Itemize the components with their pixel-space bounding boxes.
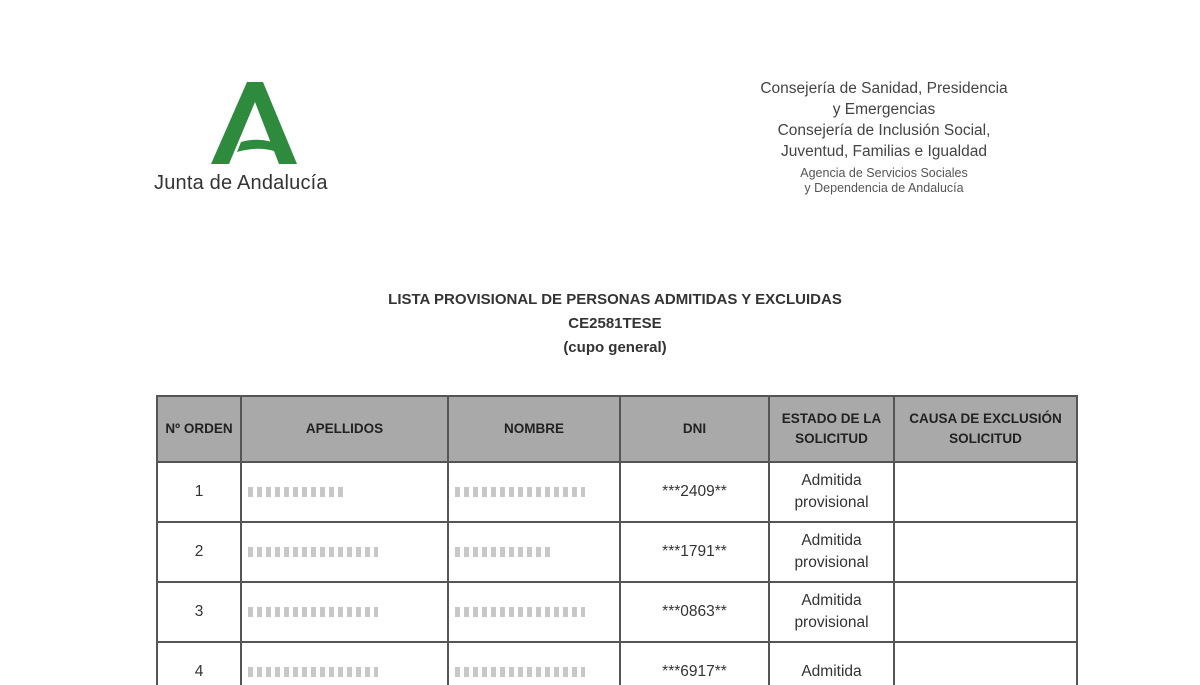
agency-line: Juventud, Familias e Igualdad: [781, 143, 987, 160]
table-row: [157, 582, 1077, 642]
cell-orden: 3: [157, 582, 241, 642]
cell-estado: Admitida provisional: [769, 462, 894, 522]
document-title: [0, 288, 1200, 360]
table-header-row: [157, 396, 1077, 462]
header-dni: DNI: [620, 396, 769, 462]
cell-causa: [894, 462, 1077, 522]
junta-logo: [152, 80, 362, 200]
cell-nombre-redacted: [448, 522, 620, 582]
cell-apellidos-redacted: [241, 522, 448, 582]
redacted-text: [248, 547, 378, 557]
table-row: [157, 522, 1077, 582]
cell-dni: ***1791**: [620, 522, 769, 582]
redacted-text: [248, 667, 378, 677]
cell-causa: [894, 582, 1077, 642]
cell-nombre-redacted: [448, 642, 620, 685]
cell-apellidos-redacted: [241, 582, 448, 642]
title-line-2: CE2581TESE: [568, 315, 662, 332]
redacted-text: [248, 487, 343, 497]
cell-estado: Admitida provisional: [769, 582, 894, 642]
title-line-3: (cupo general): [563, 339, 667, 356]
agency-sub-line: y Dependencia de Andalucía: [804, 181, 964, 195]
agency-sub-line: Agencia de Servicios Sociales: [800, 166, 968, 180]
table-row: [157, 642, 1077, 685]
redacted-text: [455, 547, 550, 557]
admitted-list-table: [156, 395, 1078, 685]
redacted-text: [455, 667, 585, 677]
cell-orden: 2: [157, 522, 241, 582]
header-nombre: NOMBRE: [448, 396, 620, 462]
header-causa: CAUSA DE EXCLUSIÓN SOLICITUD: [894, 396, 1077, 462]
agency-line: Consejería de Sanidad, Presidencia: [760, 80, 1008, 97]
title-line-1: LISTA PROVISIONAL DE PERSONAS ADMITIDAS Y EXCLUIDAS: [388, 291, 842, 308]
cell-orden: 1: [157, 462, 241, 522]
cell-dni: ***6917**: [620, 642, 769, 685]
table-row: [157, 462, 1077, 522]
cell-estado: Admitida provisional: [769, 522, 894, 582]
agency-line: Consejería de Inclusión Social,: [777, 122, 991, 139]
agency-header: [720, 78, 1048, 196]
logo-text: Junta de Andalucía: [154, 172, 328, 194]
header-estado: ESTADO DE LA SOLICITUD: [769, 396, 894, 462]
cell-dni: ***0863**: [620, 582, 769, 642]
agency-line: y Emergencias: [832, 101, 936, 118]
cell-apellidos-redacted: [241, 462, 448, 522]
cell-apellidos-redacted: [241, 642, 448, 685]
header-apellidos: APELLIDOS: [241, 396, 448, 462]
redacted-text: [248, 607, 378, 617]
cell-estado: Admitida: [769, 642, 894, 685]
header-orden: Nº ORDEN: [157, 396, 241, 462]
redacted-text: [455, 487, 585, 497]
cell-causa: [894, 522, 1077, 582]
cell-orden: 4: [157, 642, 241, 685]
cell-nombre-redacted: [448, 462, 620, 522]
junta-andalucia-logo-icon: [207, 80, 302, 166]
cell-causa: [894, 642, 1077, 685]
redacted-text: [455, 607, 585, 617]
cell-nombre-redacted: [448, 582, 620, 642]
cell-dni: ***2409**: [620, 462, 769, 522]
